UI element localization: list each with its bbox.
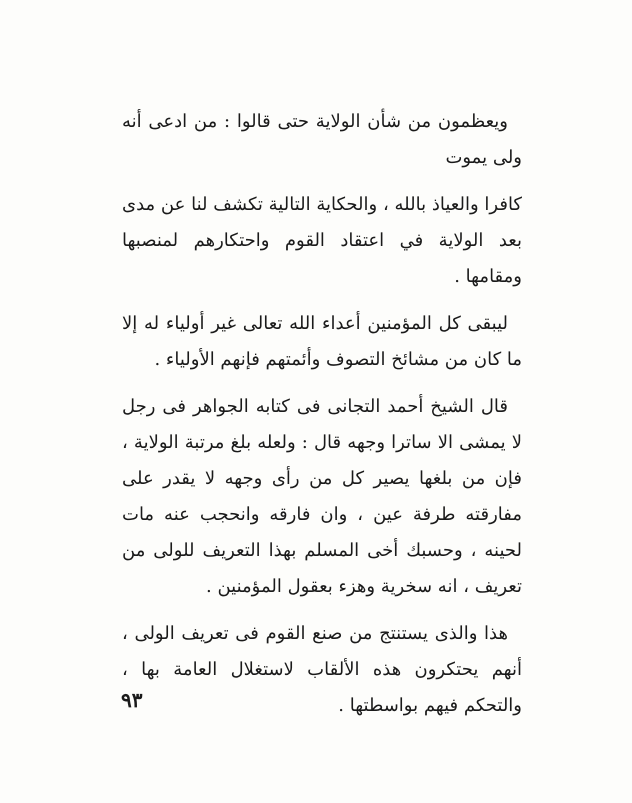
paragraph-1: ويعظمون من شأن الولاية حتى قالوا : من ادعى أنه ولى يموت: [122, 111, 522, 168]
paragraph-5: هذا والذى يستنتج من صنع القوم فى تعريف الولى ، أنهم يحتكرون هذه الألقاب لاستغلال العامة بها ، والتحكم فيهم بواسطتها .: [122, 623, 522, 716]
paragraph-3: ليبقى كل المؤمنين أعداء الله تعالى غير أولياء له إلا ما كان من مشائخ التصوف وأئمتهم فإنهم الأولياء .: [122, 313, 522, 370]
body-text: [122, 104, 522, 735]
paragraph-2: كافرا والعياذ بالله ، والحكاية التالية تكشف لنا عن مدى بعد الولاية في اعتقاد القوم واحتكارهم لمنصبها ومقامها .: [122, 194, 522, 287]
paragraph-4: قال الشيخ أحمد التجانى فى كتابه الجواهر فى رجل لا يمشى الا ساترا وجهه قال : ولعله بلغ مرتبة الولاية ، فإن من بلغها يصير كل من رأى وجهه لا يقدر على مفارقته طرفة عين ، وان فارقه وانحجب عنه مات لحينه ، وحسبك أخى المسلم بهذا التعريف للولى من تعريف ، انه سخرية وهزء بعقول المؤمنين .: [122, 396, 522, 597]
page-number: ٩٣: [121, 688, 143, 712]
